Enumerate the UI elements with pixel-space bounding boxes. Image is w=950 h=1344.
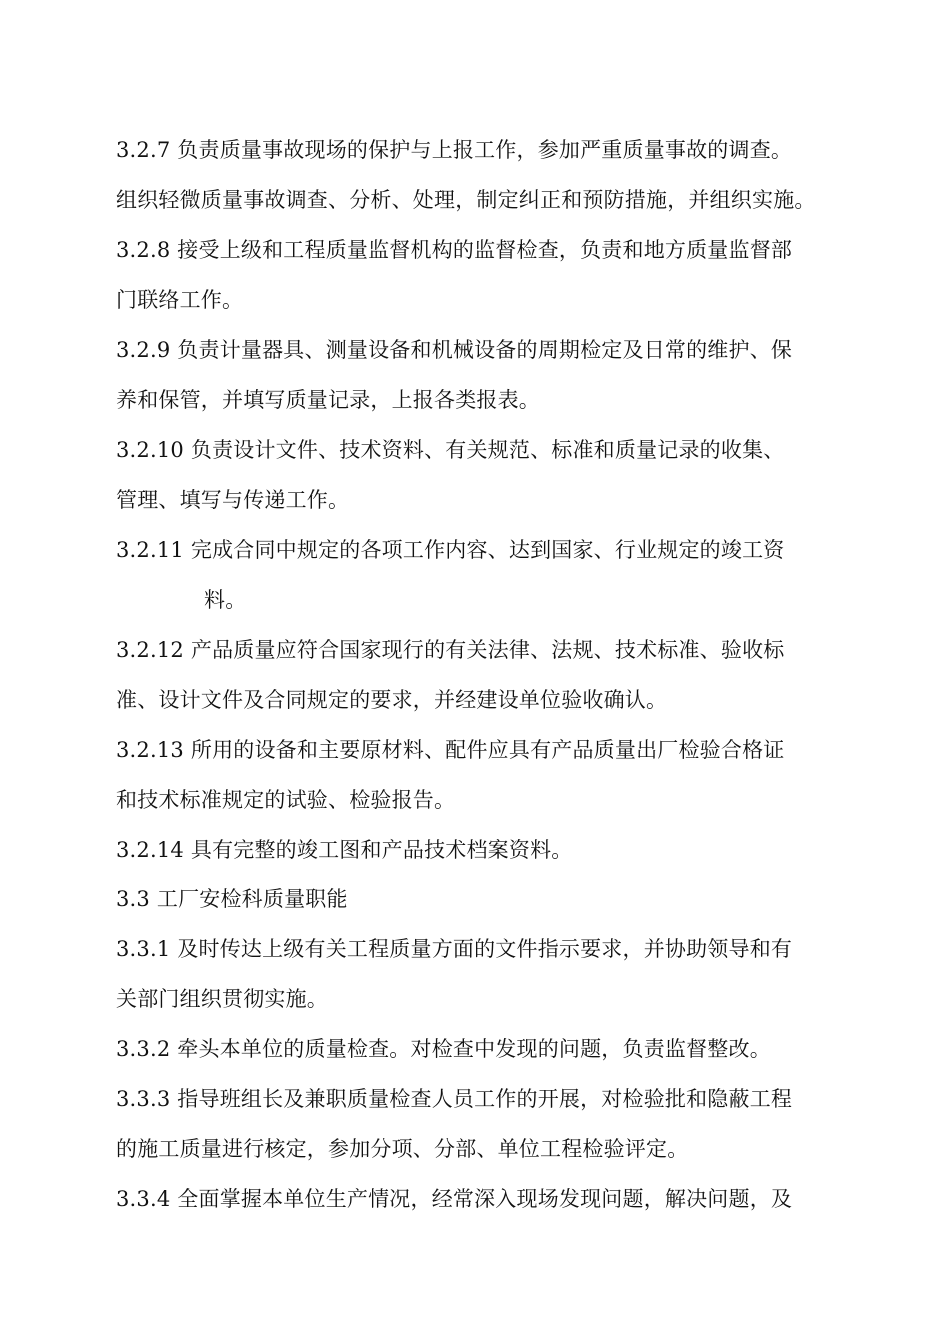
text-line: 3.2.14 具有完整的竣工图和产品技术档案资料。	[116, 838, 573, 862]
text-line: 3.2.9 负责计量器具、测量设备和机械设备的周期检定及日常的维护、保	[116, 338, 793, 362]
text-line: 3.3.3 指导班组长及兼职质量检查人员工作的开展，对检验批和隐蔽工程	[116, 1087, 793, 1111]
text-line: 关部门组织贯彻实施。	[116, 987, 328, 1011]
text-line: 3.2.11 完成合同中规定的各项工作内容、达到国家、行业规定的竣工资	[116, 538, 785, 562]
text-line: 3.3.2 牵头本单位的质量检查。对检查中发现的问题，负责监督整改。	[116, 1037, 771, 1061]
text-line: 3.2.12 产品质量应符合国家现行的有关法律、法规、技术标准、验收标	[116, 638, 785, 662]
text-line: 管理、填写与传递工作。	[116, 488, 350, 512]
text-line: 3.3.4 全面掌握本单位生产情况，经常深入现场发现问题，解决问题，及	[116, 1187, 793, 1211]
text-line: 3.2.7 负责质量事故现场的保护与上报工作，参加严重质量事故的调查。	[116, 138, 793, 162]
text-line: 和技术标准规定的试验、检验报告。	[116, 788, 456, 812]
text-line: 组织轻微质量事故调查、分析、处理，制定纠正和预防措施，并组织实施。	[116, 188, 816, 212]
text-line: 3.2.10 负责设计文件、技术资料、有关规范、标准和质量记录的收集、	[116, 438, 785, 462]
text-line: 3.2.8 接受上级和工程质量监督机构的监督检查，负责和地方质量监督部	[116, 238, 793, 262]
text-line: 准、设计文件及合同规定的要求，并经建设单位验收确认。	[116, 688, 668, 712]
text-line: 的施工质量进行核定，参加分项、分部、单位工程检验评定。	[116, 1137, 689, 1161]
section-heading: 3.3 工厂安检科质量职能	[116, 887, 348, 911]
text-line: 3.2.13 所用的设备和主要原材料、配件应具有产品质量出厂检验合格证	[116, 738, 785, 762]
text-line: 料。	[204, 588, 247, 612]
text-line: 3.3.1 及时传达上级有关工程质量方面的文件指示要求，并协助领导和有	[116, 937, 793, 961]
text-line: 门联络工作。	[116, 288, 244, 312]
text-line: 养和保管，并填写质量记录，上报各类报表。	[116, 388, 540, 412]
